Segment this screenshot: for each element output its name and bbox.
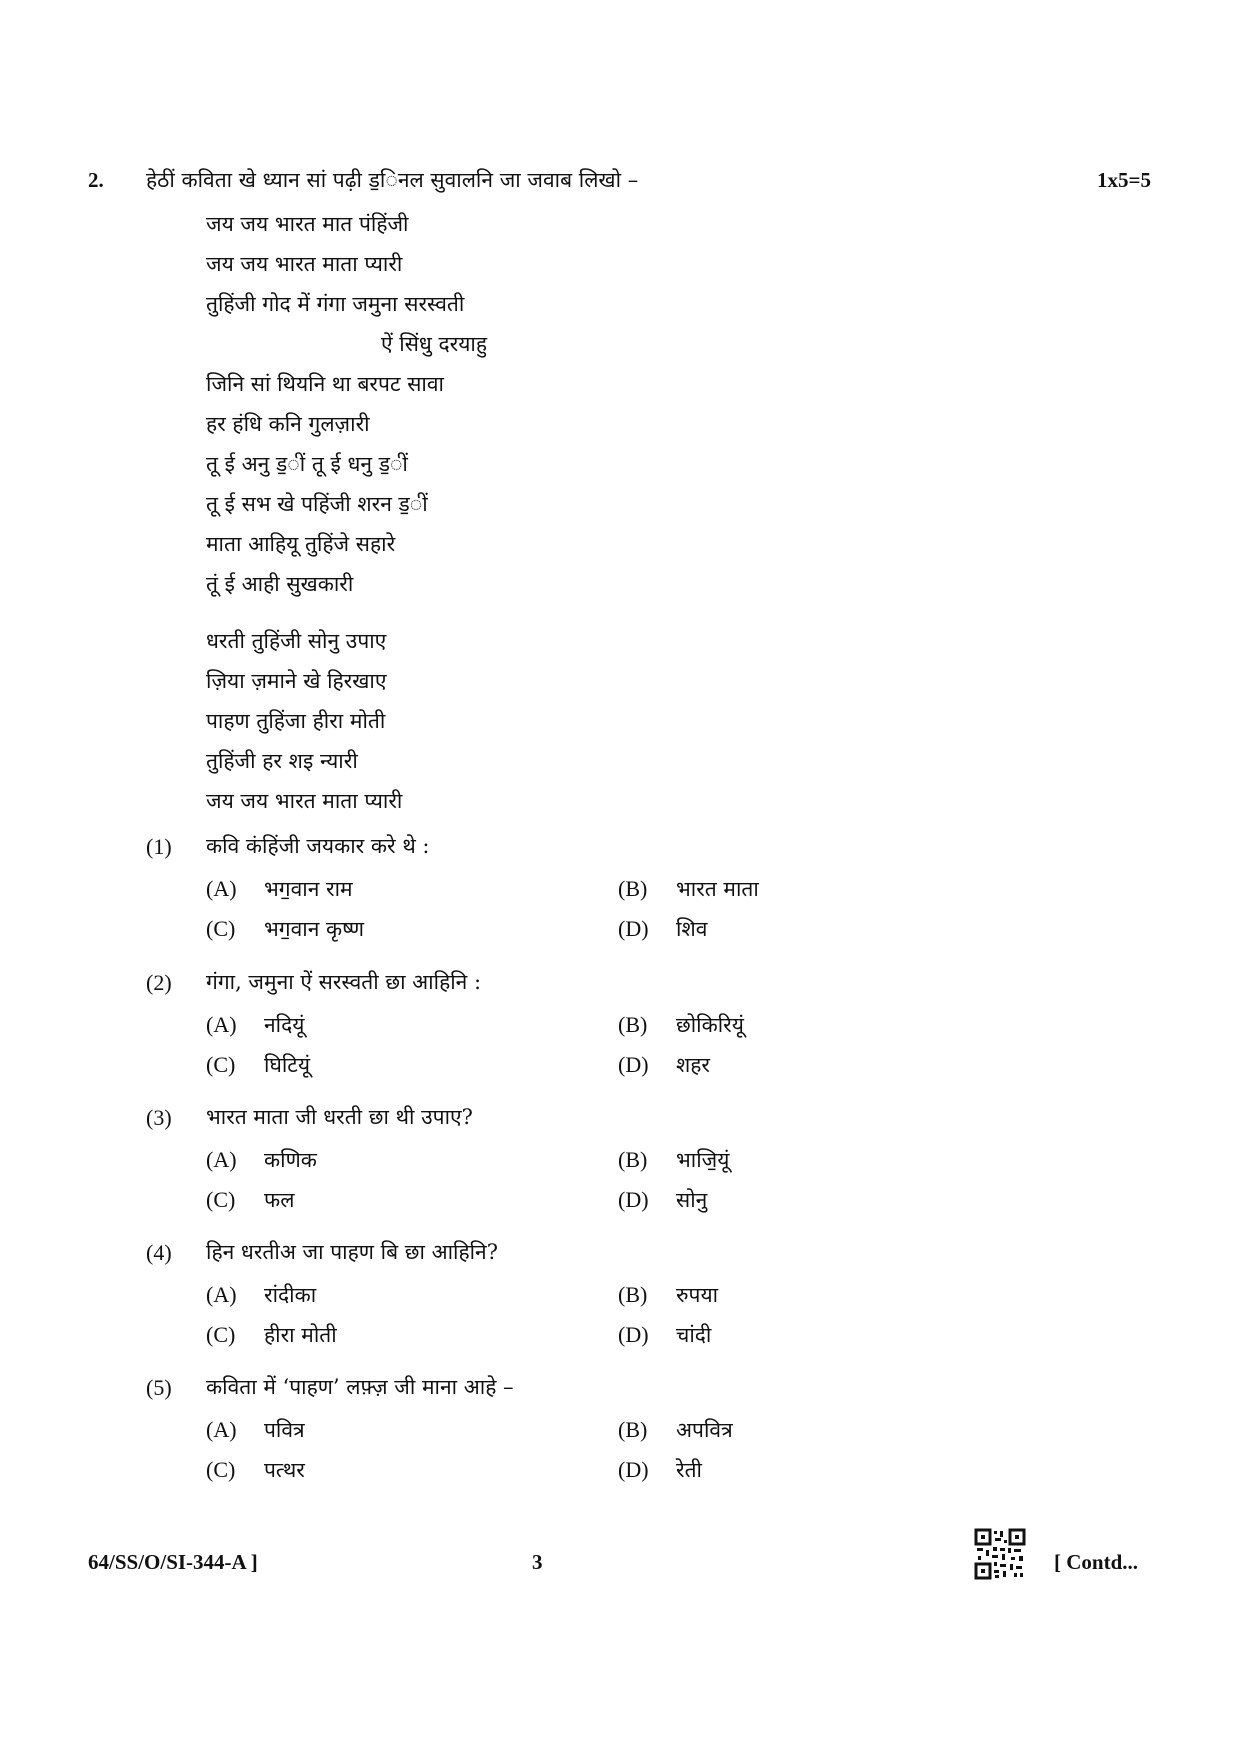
option-text: रुपया <box>676 1283 719 1307</box>
poem-line: जय जय भारत मात पंहिंजी <box>206 212 409 236</box>
option-label: (A) <box>206 1417 237 1442</box>
option-label: (D) <box>618 1187 649 1212</box>
option-d <box>618 1051 710 1079</box>
poem-line: तू ई सभ खे पहिंजी शरन ड॒ीं <box>206 492 428 516</box>
option-text: शिव <box>676 917 708 941</box>
option-c <box>206 1186 294 1214</box>
option-text: पत्थर <box>264 1458 305 1482</box>
sub-question-number: (1) <box>146 834 172 859</box>
option-c <box>206 915 364 943</box>
option-label: (C) <box>206 1187 236 1212</box>
option-label: (B) <box>618 1012 648 1037</box>
option-b <box>618 1011 744 1039</box>
option-text: कणिक <box>264 1148 317 1172</box>
poem-line: तू ई अनु ड॒ीं तू ई धनु ड॒ीं <box>206 452 408 476</box>
continued-label: [ Contd... <box>1054 1550 1139 1574</box>
paper-code: 64/SS/O/SI-344-A ] <box>88 1550 258 1574</box>
option-c <box>206 1051 310 1079</box>
option-b <box>618 1281 718 1309</box>
poem-line: पाहण तुहिंजा हीरा मोती <box>206 709 386 733</box>
option-label: (C) <box>206 1457 236 1482</box>
option-text: रांदीका <box>264 1283 317 1307</box>
poem <box>206 204 487 821</box>
qr-code-icon <box>974 1528 1026 1580</box>
option-label: (B) <box>618 1282 648 1307</box>
option-text: भग॒वान राम <box>264 877 353 901</box>
option-a <box>206 875 353 903</box>
option-text: भग॒वान कृष्ण <box>264 917 365 941</box>
option-d <box>618 1456 702 1484</box>
sub-question-text: गंगा, जमुना ऐं सरस्वती छा आहिनि : <box>206 970 482 994</box>
option-text: भाजि॒यूं <box>676 1148 730 1172</box>
sub-question-text: भारत माता जी धरती छा थी उपाए? <box>206 1105 473 1129</box>
option-text: पवित्र <box>264 1418 305 1442</box>
option-text: हीरा मोती <box>264 1323 337 1347</box>
option-label: (C) <box>206 1322 236 1347</box>
poem-line: तुहिंजी गोद में गंगा जमुना सरस्वती <box>206 292 465 316</box>
option-a <box>206 1281 316 1309</box>
option-label: (C) <box>206 1052 236 1077</box>
option-c <box>206 1456 305 1484</box>
poem-line: हर हंधि कनि गुलज़ारी <box>206 412 370 436</box>
option-c <box>206 1321 337 1349</box>
poem-line: धरती तुहिंजी सोनु उपाए <box>206 629 387 653</box>
option-text: घिटियूं <box>264 1053 311 1077</box>
option-a <box>206 1011 304 1039</box>
option-text: अपवित्र <box>676 1418 733 1442</box>
option-label: (D) <box>618 1052 649 1077</box>
question-number: 2. <box>88 168 104 192</box>
poem-line: जय जय भारत माता प्यारी <box>206 789 403 813</box>
poem-line: ऐं सिंधु दरयाहु <box>381 332 488 356</box>
option-label: (D) <box>618 1457 649 1482</box>
sub-question-number: (3) <box>146 1105 172 1130</box>
option-label: (D) <box>618 1322 649 1347</box>
poem-line: ज़िया ज़माने खे हिरखाए <box>206 669 387 693</box>
option-text: चांदी <box>676 1323 712 1347</box>
poem-line: माता आहियू तुहिंजे सहारे <box>206 532 396 556</box>
option-label: (C) <box>206 916 236 941</box>
option-label: (A) <box>206 1147 237 1172</box>
option-label: (A) <box>206 1012 237 1037</box>
option-d <box>618 1186 707 1214</box>
page-number: 3 <box>532 1550 543 1574</box>
option-d <box>618 915 707 943</box>
option-b <box>618 1416 733 1444</box>
question-marks: 1x5=5 <box>1097 168 1151 192</box>
option-a <box>206 1146 317 1174</box>
poem-line: जय जय भारत माता प्यारी <box>206 252 403 276</box>
option-text: सोनु <box>676 1188 708 1212</box>
option-b <box>618 1146 729 1174</box>
sub-question-text: कवि कंहिंजी जयकार करे थे : <box>206 834 430 858</box>
sub-question-number: (2) <box>146 970 172 995</box>
option-label: (B) <box>618 1147 648 1172</box>
sub-question-text: हिन धरतीअ जा पाहण बि छा आहिनि? <box>206 1240 498 1264</box>
option-label: (B) <box>618 876 648 901</box>
sub-question-number: (5) <box>146 1375 172 1400</box>
poem-line: जिनि सां थियनि था बरपट सावा <box>206 372 444 396</box>
poem-line: तूं ई आही सुखकारी <box>206 572 354 596</box>
sub-question-text: कविता में ‘पाहण’ लफ़्ज़ जी माना आहे – <box>206 1375 514 1399</box>
poem-line: तुहिंजी हर शइ न्यारी <box>206 749 358 773</box>
option-label: (D) <box>618 916 649 941</box>
option-label: (A) <box>206 1282 237 1307</box>
option-label: (A) <box>206 876 237 901</box>
sub-question-number: (4) <box>146 1240 172 1265</box>
option-text: शहर <box>676 1053 711 1077</box>
option-d <box>618 1321 711 1349</box>
question-instruction: हेठीं कविता खे ध्यान सां पढ़ी ड॒िनल सुवालनि जा जवाब लिखो – <box>146 168 639 192</box>
option-text: छोकिरियूं <box>676 1013 744 1037</box>
option-label: (B) <box>618 1417 648 1442</box>
option-text: नदियूं <box>264 1013 305 1037</box>
option-text: रेती <box>676 1458 702 1482</box>
option-b <box>618 875 759 903</box>
option-a <box>206 1416 305 1444</box>
option-text: भारत माता <box>676 877 759 901</box>
option-text: फल <box>264 1188 295 1212</box>
